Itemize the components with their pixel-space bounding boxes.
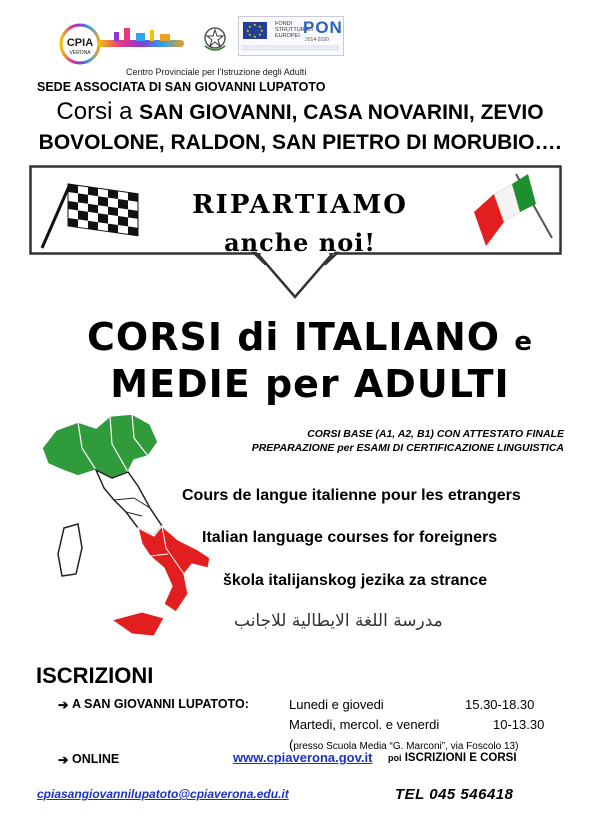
poi-text: poi (388, 753, 402, 763)
iscrizioni-heading: ISCRIZIONI (36, 663, 154, 688)
arrow-right-icon: ➔ (58, 753, 69, 767)
main-title-line-2: MEDIE per ADULTI (110, 362, 510, 406)
school-address-paren: ( (289, 737, 294, 752)
sede-associata-text: SEDE ASSOCIATA DI SAN GIOVANNI LUPATOTO (37, 80, 326, 94)
pon-years: 2014-2020 (305, 37, 329, 43)
language-line-croatian: škola italijanskog jezika za strance (223, 572, 488, 589)
schedule-days-2: Martedi, mercol. e venerdi (289, 717, 440, 732)
registration-courses-text (388, 752, 517, 764)
schedule-time-2: 10-13.30 (493, 717, 545, 732)
iscrizioni-corsi-text: ISCRIZIONI E CORSI (404, 752, 517, 764)
banner-line-2: anche noi! (224, 228, 376, 257)
main-title-line-1 (0, 315, 600, 359)
locations-line-2: BOVOLONE, RALDON, SAN PIETRO DI MORUBIO…. (38, 131, 562, 154)
arrow-right-icon: ➔ (58, 698, 69, 712)
locations-line-1 (0, 98, 600, 126)
main-title-text-1: CORSI di ITALIANO (87, 315, 501, 359)
cpia-verona-logo (58, 22, 188, 70)
email-link[interactable]: cpiasangiovannilupatoto@cpiaverona.edu.it (37, 787, 289, 801)
course-note-base: CORSI BASE (A1, A2, B1) CON ATTESTATO FINALE (307, 428, 564, 440)
pon-word: PON (303, 18, 343, 37)
locations-text-1: SAN GIOVANNI, CASA NOVARINI, ZEVIO (139, 101, 544, 124)
schedule-days-1: Lunedi e giovedi (289, 697, 384, 712)
main-title-suffix: e (514, 327, 533, 357)
italy-map-image (38, 408, 238, 648)
website-link[interactable]: www.cpiaverona.gov.it (233, 750, 373, 765)
pon-europei: EUROPEI (275, 33, 300, 39)
course-note-certification: PREPARAZIONE per ESAMI DI CERTIFICAZIONE LINGUISTICA (251, 442, 564, 454)
pon-logo (238, 16, 344, 56)
school-address-text: presso Scuola Media “G. Marconi”, via Foscolo 13) (293, 741, 519, 752)
schedule-time-1: 15.30-18.30 (465, 697, 535, 712)
pon-fondi: FONDI (275, 21, 293, 27)
language-line-english: Italian language courses for foreigners (202, 529, 498, 546)
language-line-arabic: مدرسة اللغة الايطالية للاجانب (234, 611, 443, 631)
eu-flag-icon: ★ ★ ★ ★ ★ ★ ★ ★ (243, 22, 267, 39)
republic-emblem-icon (202, 24, 228, 54)
banner-line-1: RIPARTIAMO (192, 190, 408, 220)
pon-ministry-bar (241, 45, 339, 51)
location-label: A SAN GIOVANNI LUPATOTO: (72, 697, 249, 711)
cpia-logo-text: CPIA (66, 37, 94, 49)
pon-strutturali: STRUTTURALI (275, 27, 313, 33)
language-line-french: Cours de langue italienne pour les etrangers (182, 487, 521, 504)
down-arrow-icon (255, 253, 335, 301)
centro-provinciale-text: Centro Provinciale per l'Istruzione degli Adulti (126, 67, 307, 77)
corsi-prefix: Corsi a (56, 98, 133, 125)
cpia-logo-subtext: VERONA (69, 50, 91, 56)
telephone-number: TEL 045 546418 (395, 786, 514, 803)
online-label: ONLINE (72, 752, 120, 766)
